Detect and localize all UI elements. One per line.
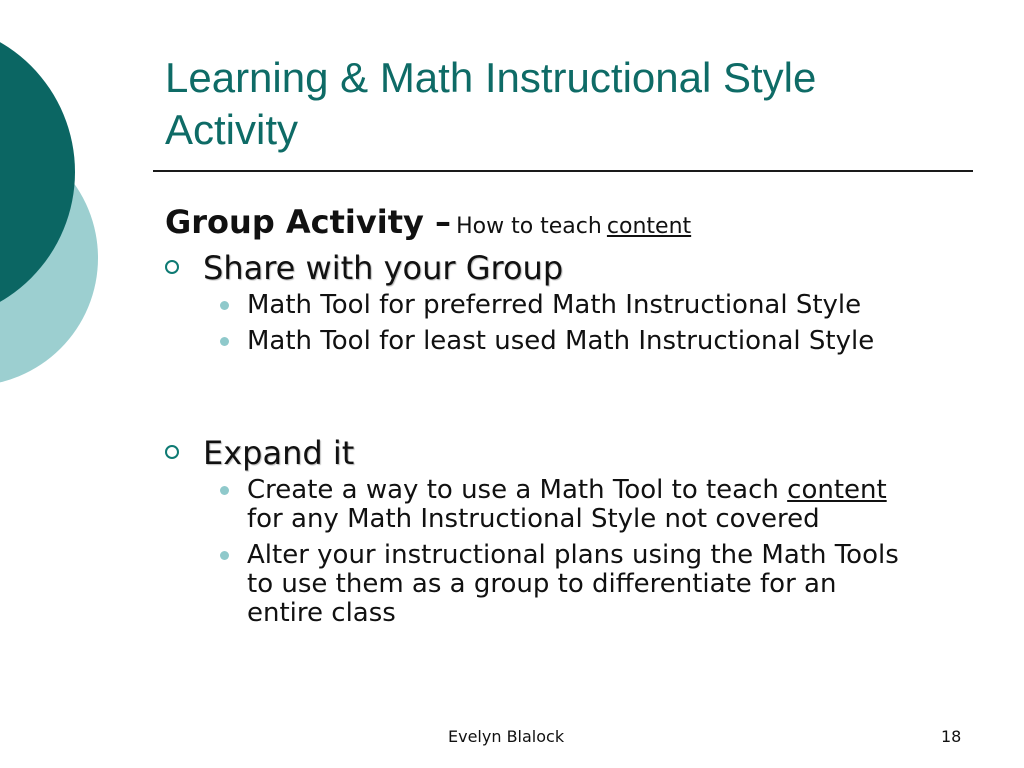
section-label: Share with your Group — [203, 249, 564, 287]
section-expand-it — [165, 434, 907, 628]
slide-title — [165, 52, 965, 156]
bullet-list — [165, 476, 907, 628]
list-item — [165, 476, 907, 534]
list-item-underlined-word: content — [787, 475, 887, 505]
heading-small-text: How to teach — [456, 214, 602, 239]
bullet-list — [165, 291, 907, 356]
decorative-circles — [0, 0, 120, 420]
section-label: Expand it — [203, 434, 355, 472]
footer-author: Evelyn Blalock — [448, 727, 565, 746]
list-item — [165, 541, 907, 628]
heading-bold-text: Group Activity – — [165, 203, 451, 241]
title-line-2: Activity — [165, 106, 299, 153]
list-item-text: Alter your instructional plans using the Math Tools to use them as a group to differentiate for an entire class — [247, 540, 899, 628]
title-line-1: Learning & Math Instructional Style — [165, 54, 817, 101]
list-item — [165, 291, 907, 320]
dot-bullet-icon — [220, 486, 229, 495]
section-share-with-group — [165, 249, 907, 356]
list-item-text: Math Tool for preferred Math Instructional Style — [247, 290, 862, 320]
dot-bullet-icon — [220, 301, 229, 310]
list-item-text-post: for any Math Instructional Style not covered — [247, 504, 820, 534]
list-item — [165, 327, 907, 356]
section-header — [165, 249, 907, 289]
dot-bullet-icon — [220, 551, 229, 560]
group-activity-heading — [165, 203, 691, 241]
ring-bullet-icon — [165, 445, 179, 459]
heading-underlined-text: content — [606, 214, 692, 239]
dot-bullet-icon — [220, 337, 229, 346]
list-item-text: Math Tool for least used Math Instructional Style — [247, 326, 875, 356]
slide-number: 18 — [941, 727, 962, 746]
ring-bullet-icon — [165, 260, 179, 274]
list-item-text-pre: Create a way to use a Math Tool to teach — [247, 475, 779, 505]
title-divider — [153, 170, 973, 172]
section-header — [165, 434, 907, 474]
